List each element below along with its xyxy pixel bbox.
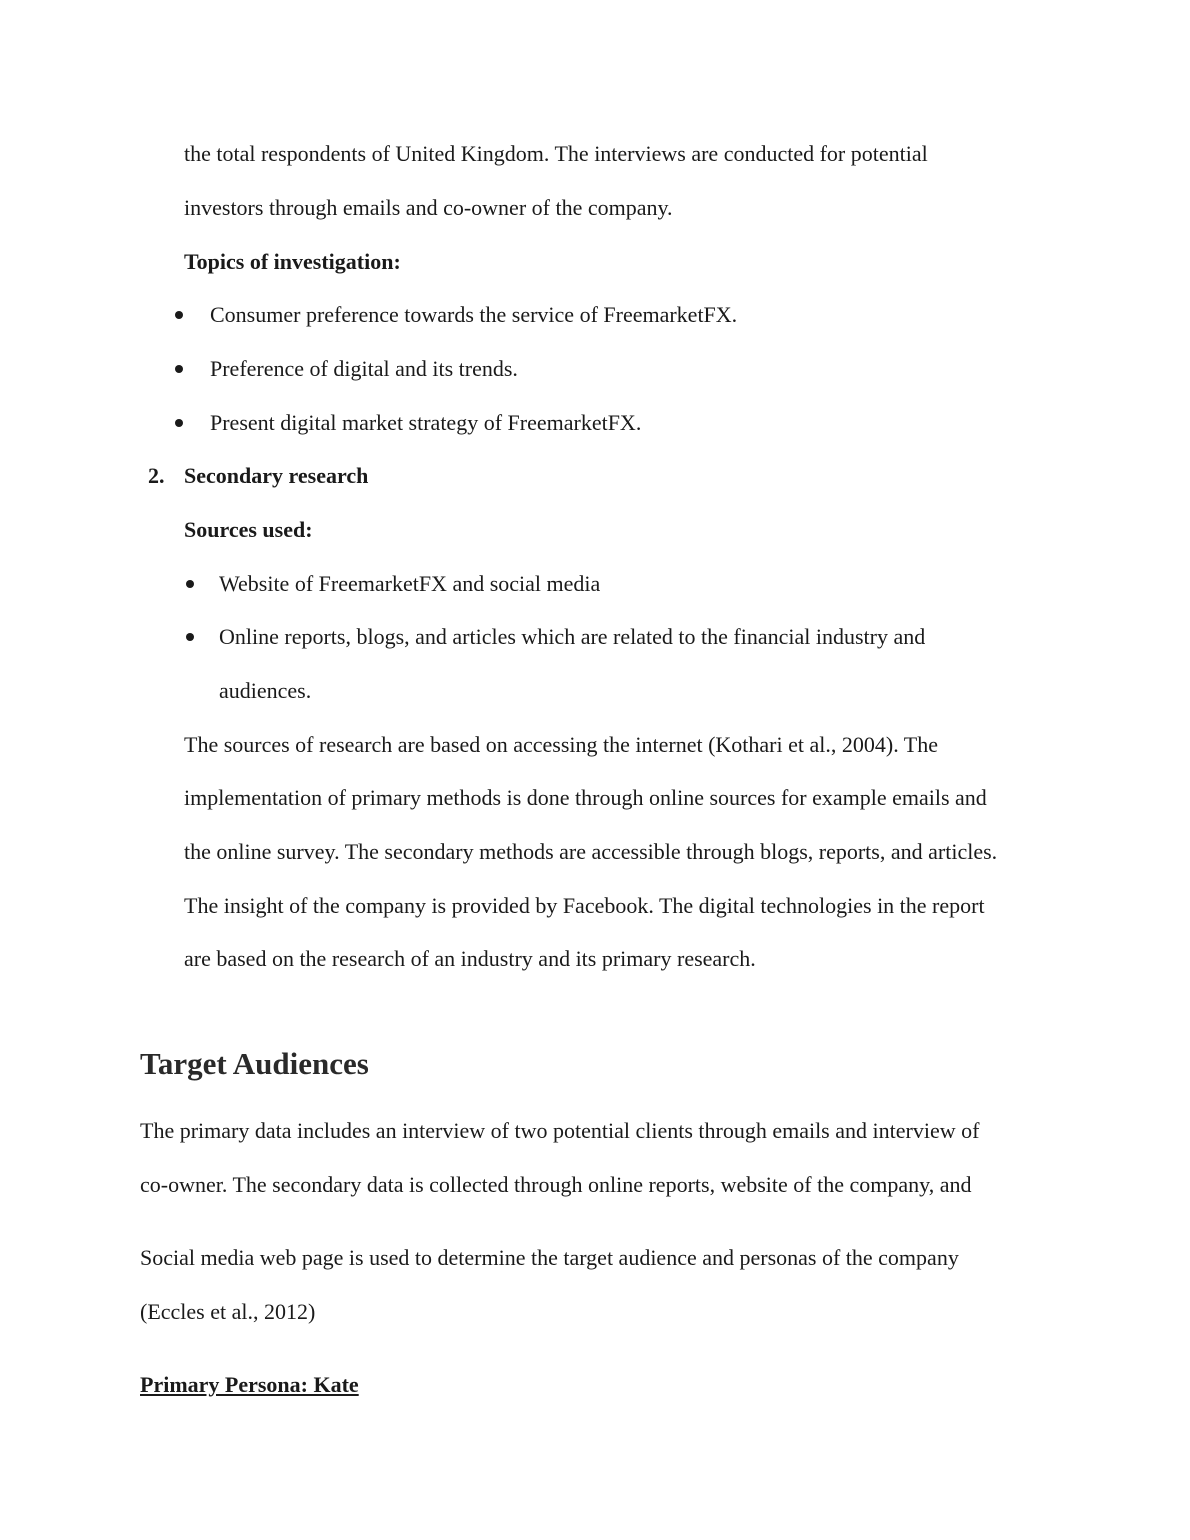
sources-heading: Sources used:	[184, 517, 313, 542]
bullet-icon	[175, 311, 183, 319]
bullet-icon	[186, 633, 194, 641]
topics-heading: Topics of investigation:	[184, 249, 401, 274]
target-paragraph-2-line-1: Social media web page is used to determine the target audience and personas of the company	[140, 1245, 959, 1270]
intro-line-1: the total respondents of United Kingdom. The interviews are conducted for potential	[184, 141, 928, 166]
secondary-paragraph-line-1: The sources of research are based on accessing the internet (Kothari et al., 2004). The	[184, 732, 939, 757]
secondary-number: 2.	[148, 463, 165, 488]
intro-line-2: investors through emails and co-owner of the company.	[184, 195, 673, 220]
secondary-title: Secondary research	[184, 463, 369, 488]
source-item-2-continued: audiences.	[219, 678, 312, 703]
primary-persona-heading: Primary Persona: Kate	[140, 1372, 359, 1397]
secondary-paragraph-line-4: The insight of the company is provided by Facebook. The digital technologies in the report	[184, 893, 985, 918]
secondary-paragraph-line-5: are based on the research of an industry and its primary research.	[184, 946, 756, 971]
target-paragraph-2-line-2: (Eccles et al., 2012)	[140, 1299, 316, 1324]
target-paragraph-1-line-1: The primary data includes an interview of two potential clients through emails and interview of	[140, 1118, 980, 1143]
topic-item-3: Present digital market strategy of FreemarketFX.	[210, 410, 642, 435]
bullet-icon	[186, 580, 194, 588]
source-item-2: Online reports, blogs, and articles which are related to the financial industry and	[219, 624, 926, 649]
target-audiences-heading: Target Audiences	[140, 1046, 369, 1081]
secondary-paragraph-line-3: the online survey. The secondary methods are accessible through blogs, reports, and articles.	[184, 839, 998, 864]
topic-item-1: Consumer preference towards the service of FreemarketFX.	[210, 302, 738, 327]
target-paragraph-1-line-2: co-owner. The secondary data is collected through online reports, website of the company, and	[140, 1172, 972, 1197]
secondary-paragraph-line-2: implementation of primary methods is done through online sources for example emails and	[184, 785, 987, 810]
bullet-icon	[175, 365, 183, 373]
source-item-1: Website of FreemarketFX and social media	[219, 571, 601, 596]
bullet-icon	[175, 419, 183, 427]
topic-item-2: Preference of digital and its trends.	[210, 356, 518, 381]
